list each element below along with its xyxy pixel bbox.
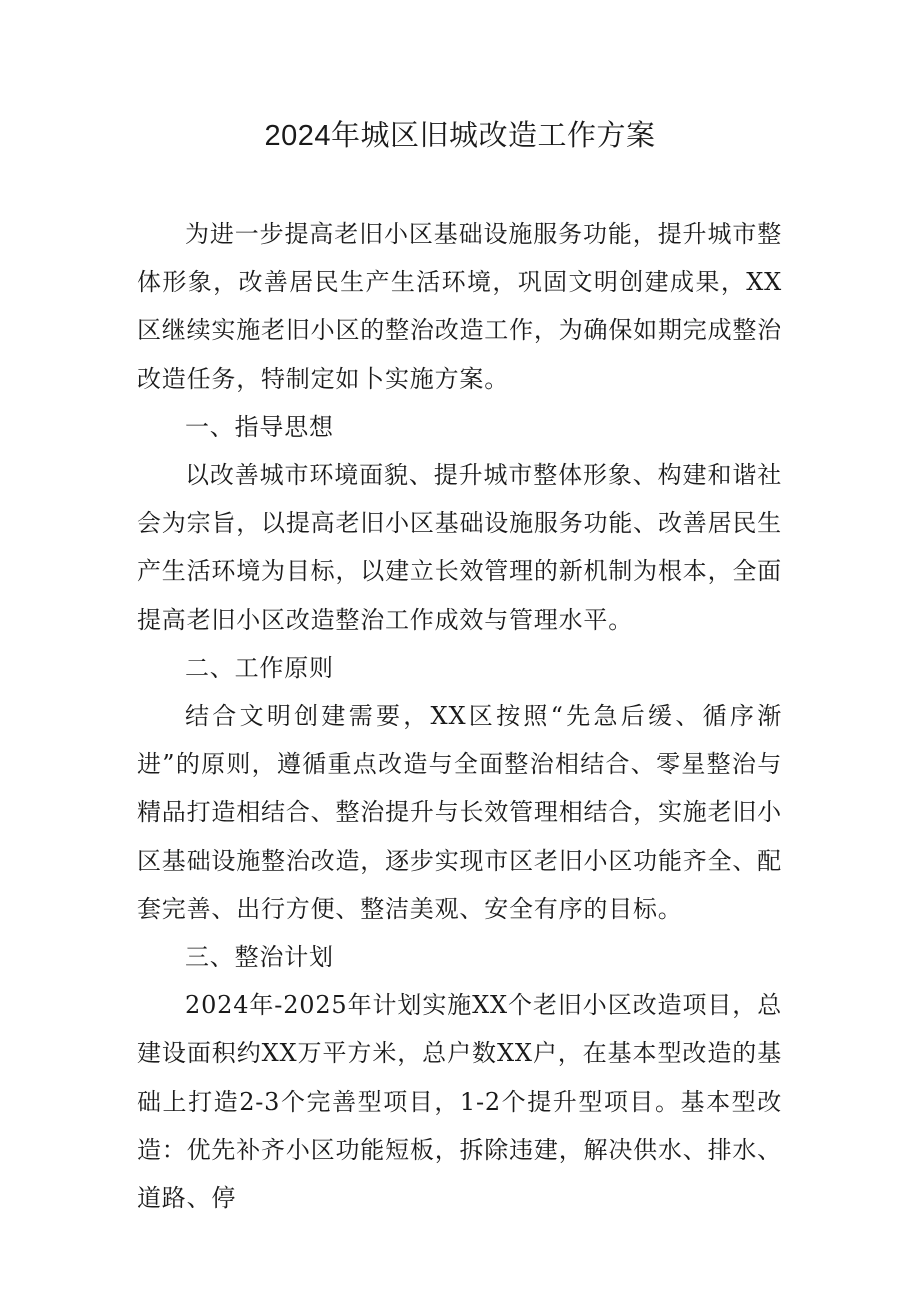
section-heading-guiding-ideology: 一、指导思想 <box>185 412 334 441</box>
section-heading-renovation-plan: 三、整治计划 <box>185 943 334 972</box>
intro-paragraph: 为进一步提高老旧小区基础设施服务功能，提升城市整体形象，改善居民生产生活环境，巩固文明创建成果，XX区继续实施老旧小区的整治改造工作，为确保如期完成整治改造任务，特制定如卜实施方案。 <box>137 220 782 393</box>
renovation-plan-paragraph: 2024年-2025年计划实施XX个老旧小区改造项目，总建设面积约XX万平方米，总户数XX户，在基本型改造的基础上打造2-3个完善型项目，1-2个提升型项目。基本型改造：优先补齐小区功能短板，拆除违建，解决供水、排水、道路、停 <box>137 991 782 1213</box>
document-title: 2024年城区旧城改造工作方案 <box>264 120 656 152</box>
section-heading-work-principles: 二、工作原则 <box>185 653 334 682</box>
work-principles-paragraph: 结合文明创建需要，XX区按照“先急后缓、循序渐进”的原则，遵循重点改造与全面整治相结合、零星整治与精品打造相结合、整治提升与长效管理相结合，实施老旧小区基础设施整治改造，逐步实现市区老旧小区功能齐全、配套完善、出行方便、整洁美观、安全有序的目标。 <box>137 702 782 923</box>
guiding-ideology-paragraph: 以改善城市环境面貌、提升城市整体形象、构建和谐社会为宗旨，以提高老旧小区基础设施服务功能、改善居民生产生活环境为目标，以建立长效管理的新机制为根本，全面提高老旧小区改造整治工作成效与管理水平。 <box>137 461 782 634</box>
document-body <box>137 210 782 1222</box>
